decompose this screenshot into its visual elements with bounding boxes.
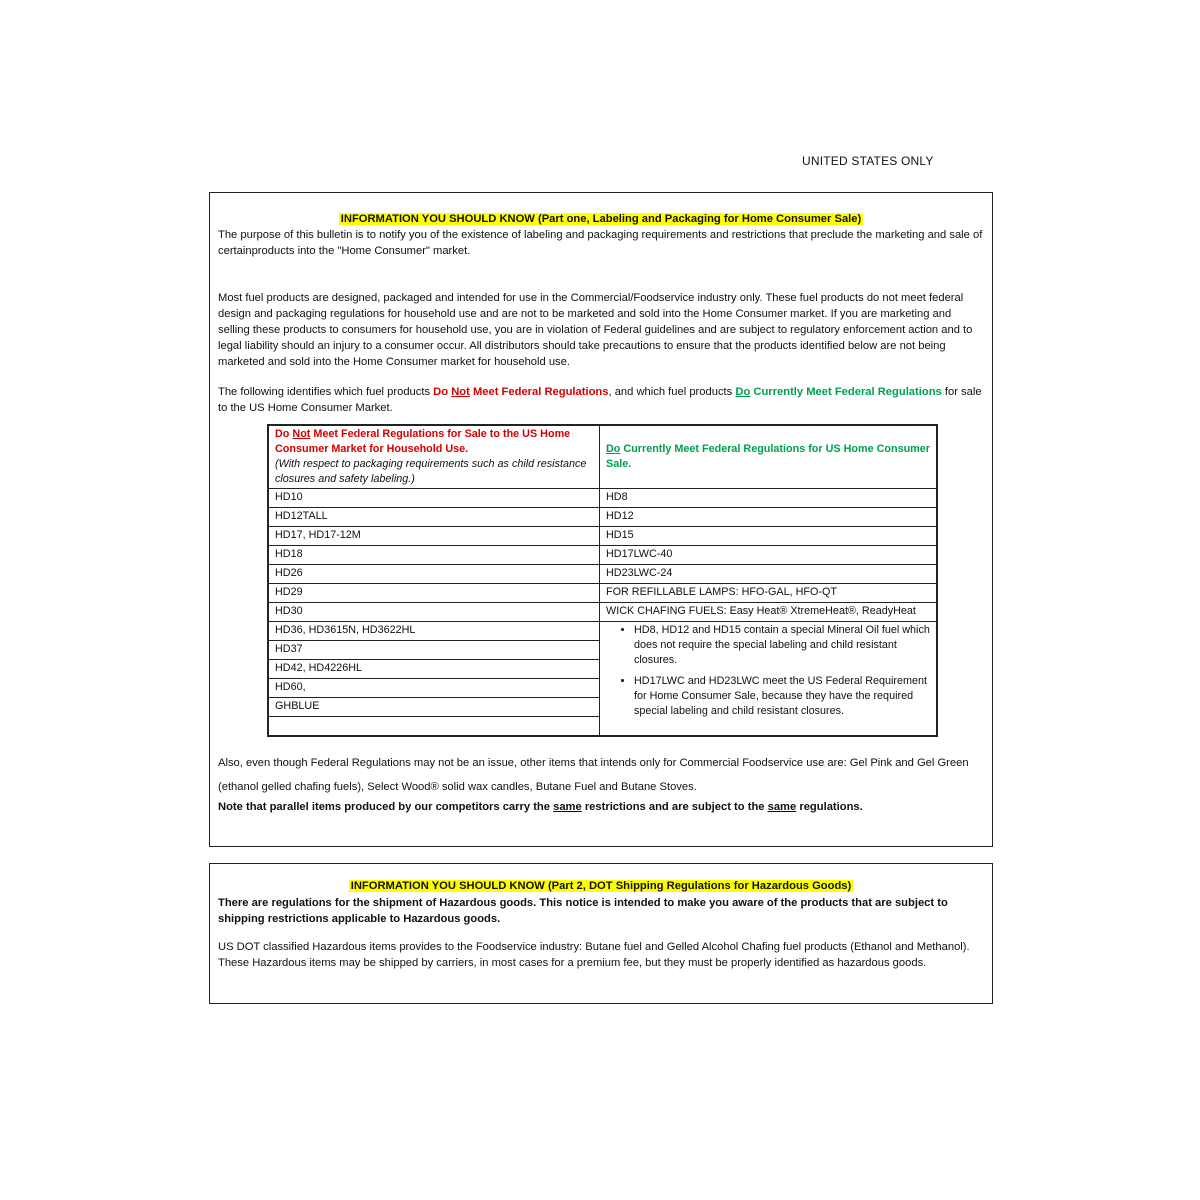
compliance-notes [600, 622, 938, 737]
compliant-product: FOR REFILLABLE LAMPS: HFO-GAL, HFO-QT [600, 584, 938, 603]
non-compliant-product: HD36, HD3615N, HD3622HL [268, 622, 600, 641]
non-compliant-product: HD12TALL [268, 508, 600, 527]
non-compliant-product-empty [268, 717, 600, 737]
non-compliant-product: HD18 [268, 546, 600, 565]
non-compliant-product: HD37 [268, 641, 600, 660]
non-compliant-product: GHBLUE [268, 698, 600, 717]
competitors-note: Note that parallel items produced by our competitors carry the same restrictions and are subject to the same regulations. [218, 801, 863, 813]
non-compliant-product: HD60, [268, 679, 600, 698]
compliant-product: WICK CHAFING FUELS: Easy Heat® XtremeHeat®, ReadyHeat [600, 603, 938, 622]
non-compliant-product: HD29 [268, 584, 600, 603]
non-compliant-product: HD26 [268, 565, 600, 584]
compliant-product: HD8 [600, 489, 938, 508]
hazardous-body-paragraph: US DOT classified Hazardous items provides to the Foodservice industry: Butane fuel and Gelled Alcohol Chafing fuel products (Ethanol and Methanol). These Hazardous items may be shipped by carriers, in most cases for a premium fee, but they must be properly identified as hazardous goods. [218, 941, 970, 969]
mineral-oil-note: • HD8, HD12 and HD15 contain a special Mineral Oil fuel which does not require the special labeling and child resistant closures. [634, 623, 930, 668]
also-paragraph: Also, even though Federal Regulations may not be an issue, other items that intends only for Commercial Foodservice use are: Gel Pink and Gel Green (ethanol gelled chafing fuels), Select Wood® solid wax candles, Butane Fuel and Butane Stoves. [218, 757, 969, 793]
compliant-product: HD15 [600, 527, 938, 546]
purpose-paragraph: The purpose of this bulletin is to notify you of the existence of labeling and packaging requirements and restrictions that preclude the marketing and sale of certainproducts into the "Home Consumer" market. [218, 229, 983, 257]
section2-title: INFORMATION YOU SHOULD KNOW (Part 2, DOT Shipping Regulations for Hazardous Goods) [350, 880, 852, 892]
fuel-compliance-table [267, 424, 938, 737]
section1-title: INFORMATION YOU SHOULD KNOW (Part one, Labeling and Packaging for Home Consumer Sale) [340, 213, 862, 225]
labeling-packaging-section [209, 192, 993, 847]
non-compliant-product: HD10 [268, 489, 600, 508]
compliant-product: HD23LWC-24 [600, 565, 938, 584]
non-compliant-product: HD17, HD17-12M [268, 527, 600, 546]
compliant-product: HD12 [600, 508, 938, 527]
compliant-product: HD17LWC-40 [600, 546, 938, 565]
hazardous-lead-paragraph: There are regulations for the shipment of Hazardous goods. This notice is intended to make you aware of the products that are subject to shipping restrictions applicable to Hazardous goods. [218, 897, 948, 925]
united-states-only-note: UNITED STATES ONLY [802, 154, 934, 168]
identifies-paragraph: The following identifies which fuel products Do Not Meet Federal Regulations, and which fuel products Do Currently Meet Federal Regulations for sale to the US Home Consumer Market. [218, 386, 982, 414]
non-compliant-header: Do Not Meet Federal Regulations for Sale to the US Home Consumer Market for Household Use. (With respect to packaging requirements such as child resistance closures and safety labeling.) [268, 425, 600, 489]
non-compliant-product: HD30 [268, 603, 600, 622]
dot-shipping-section [209, 863, 993, 1004]
lwc-note: • HD17LWC and HD23LWC meet the US Federal Requirement for Home Consumer Sale, because they have the required special labeling and child resistant closures. [634, 674, 930, 719]
non-compliant-product: HD42, HD4226HL [268, 660, 600, 679]
fuel-products-paragraph: Most fuel products are designed, packaged and intended for use in the Commercial/Foodservice industry only. These fuel products do not meet federal design and packaging regulations for household use and are not to be marketed and sold into the Home Consumer market. If you are marketing and selling these products to consumers for household use, you are in violation of Federal guidelines and are subject to regulatory enforcement action and to legal liability should an injury to a consumer occur. All distributors should take precautions to ensure that the products identified below are not being marketed and sold into the Home Consumer market for household use. [218, 292, 973, 368]
compliant-header: Do Currently Meet Federal Regulations for US Home Consumer Sale. [600, 425, 938, 489]
